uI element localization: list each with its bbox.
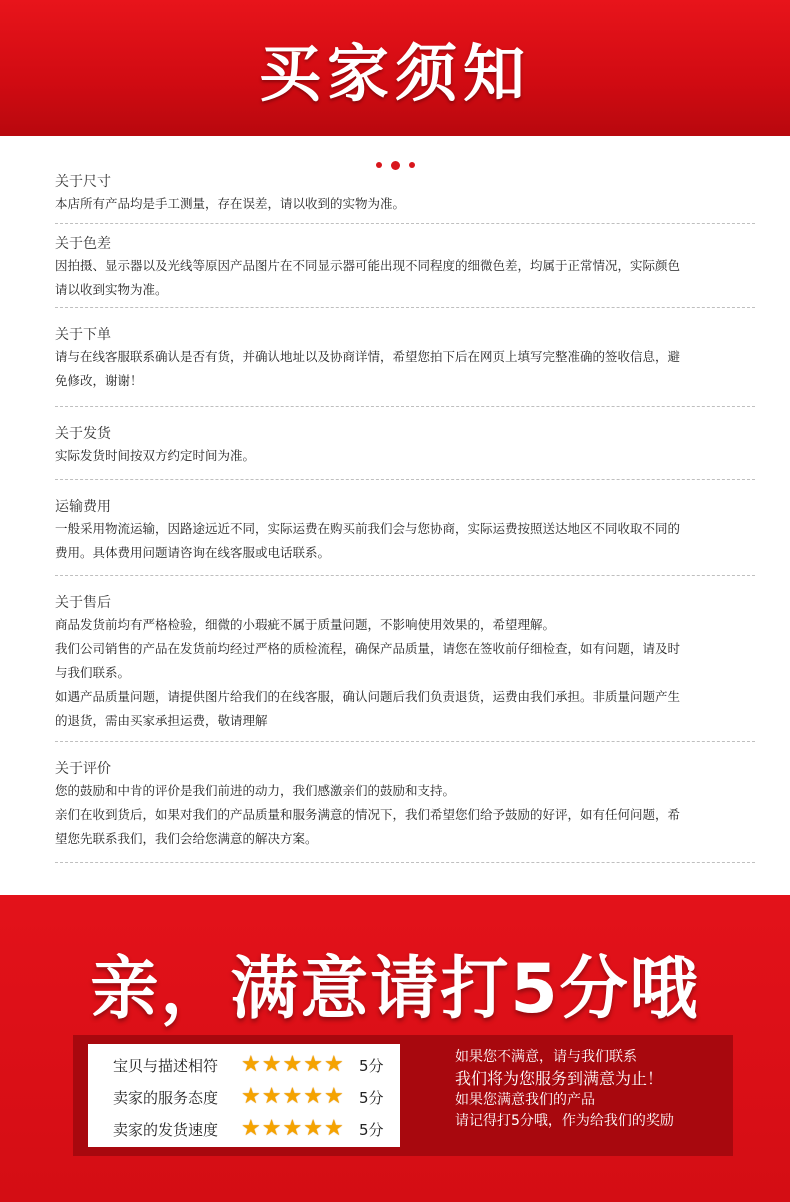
- star-rating: [241, 1118, 361, 1140]
- rating-box: [88, 1044, 400, 1147]
- section-after-sales: [55, 576, 755, 742]
- section-text: 实际发货时间按双方约定时间为准。: [55, 448, 256, 463]
- rating-label: 宝贝与描述相符: [113, 1056, 219, 1075]
- star-rating: [241, 1054, 361, 1076]
- rating-panel: [73, 1035, 733, 1156]
- star-icon: ★: [303, 1116, 323, 1141]
- section-text: 您的鼓励和中肯的评价是我们前进的动力，我们感激亲们的鼓励和支持。: [55, 783, 456, 798]
- section-freight: [55, 480, 755, 576]
- section-title: 关于评价: [55, 761, 111, 777]
- section-color: [55, 224, 755, 308]
- section-text: 亲们在收到货后，如果对我们的产品质量和服务满意的情况下，我们希望您们给予鼓励的好评，如有任何问题，希: [55, 807, 681, 822]
- message-line: 我们将为您服务到满意为止！: [455, 1069, 664, 1088]
- section-text: 与我们联系。: [55, 665, 131, 680]
- rating-score: 5分: [359, 1120, 384, 1139]
- section-text: 本店所有产品均是手工测量，存在误差，请以收到的实物为准。: [55, 196, 406, 211]
- dot-icon: [376, 162, 382, 168]
- star-icon: ★: [323, 1084, 344, 1109]
- footer-title: 亲，满意请打5分哦: [90, 950, 700, 1029]
- star-icon: ★: [303, 1084, 323, 1109]
- star-rating: [241, 1086, 361, 1108]
- message-line: 请记得打5分哦，作为给我们的奖励: [455, 1113, 674, 1129]
- rating-score: 5分: [359, 1088, 384, 1107]
- section-shipping: [55, 407, 755, 480]
- section-size: [55, 172, 755, 224]
- star-icon: ★: [323, 1052, 344, 1077]
- star-icon: ★: [323, 1116, 344, 1141]
- section-text: 我们公司销售的产品在发货前均经过严格的质检流程，确保产品质量，请您在签收前仔细检查，如有问题，请及时: [55, 641, 681, 656]
- section-title: 关于发货: [55, 426, 111, 442]
- section-order: [55, 308, 755, 407]
- star-icon: ★: [241, 1052, 261, 1077]
- decorative-dots: [0, 158, 790, 172]
- star-icon: ★: [261, 1052, 282, 1077]
- section-text: 费用。具体费用问题请咨询在线客服或电话联系。: [55, 545, 331, 560]
- section-text: 免修改，谢谢！: [55, 373, 143, 388]
- star-icon: ★: [303, 1052, 323, 1077]
- star-icon: ★: [241, 1116, 261, 1141]
- section-title: 关于下单: [55, 327, 111, 343]
- message-line: 如果您不满意，请与我们联系: [455, 1049, 637, 1065]
- section-text: 商品发货前均有严格检验，细微的小瑕疵不属于质量问题，不影响使用效果的，希望理解。: [55, 617, 556, 632]
- dot-icon: [409, 162, 415, 168]
- star-icon: ★: [261, 1116, 282, 1141]
- rating-row: [88, 1081, 400, 1113]
- header-banner: [0, 0, 790, 136]
- star-icon: ★: [282, 1116, 303, 1141]
- star-icon: ★: [241, 1084, 261, 1109]
- rating-row: [88, 1049, 400, 1081]
- star-icon: ★: [282, 1084, 303, 1109]
- notice-sections: [55, 172, 755, 863]
- footer-banner: [0, 895, 790, 1202]
- section-text: 如遇产品质量问题，请提供图片给我们的在线客服，确认问题后我们负责退货，运费由我们承担。非质量问题产生: [55, 689, 681, 704]
- section-title: 运输费用: [55, 499, 111, 515]
- rating-score: 5分: [359, 1056, 384, 1075]
- section-title: 关于色差: [55, 236, 111, 252]
- section-text: 因拍摄、显示器以及光线等原因产品图片在不同显示器可能出现不同程度的细微色差，均属于正常情况，实际颜色: [55, 258, 681, 273]
- message-line: 如果您满意我们的产品: [455, 1092, 595, 1108]
- section-title: 关于尺寸: [55, 174, 111, 190]
- rating-row: [88, 1113, 400, 1145]
- dot-icon: [391, 161, 400, 170]
- rating-label: 卖家的服务态度: [113, 1088, 219, 1107]
- section-title: 关于售后: [55, 595, 111, 611]
- section-review: [55, 742, 755, 863]
- section-text: 请以收到实物为准。: [55, 282, 168, 297]
- rating-message: [455, 1047, 725, 1132]
- rating-label: 卖家的发货速度: [113, 1120, 219, 1139]
- star-icon: ★: [261, 1084, 282, 1109]
- section-text: 望您先联系我们，我们会给您满意的解决方案。: [55, 831, 318, 846]
- section-text: 一般采用物流运输，因路途远近不同，实际运费在购买前我们会与您协商，实际运费按照送达地区不同收取不同的: [55, 521, 681, 536]
- section-text: 的退货，需由买家承担运费，敬请理解: [55, 713, 268, 728]
- page-title: 买家须知: [258, 36, 531, 110]
- star-icon: ★: [282, 1052, 303, 1077]
- section-text: 请与在线客服联系确认是否有货，并确认地址以及协商详情，希望您拍下后在网页上填写完整准确的签收信息，避: [55, 349, 681, 364]
